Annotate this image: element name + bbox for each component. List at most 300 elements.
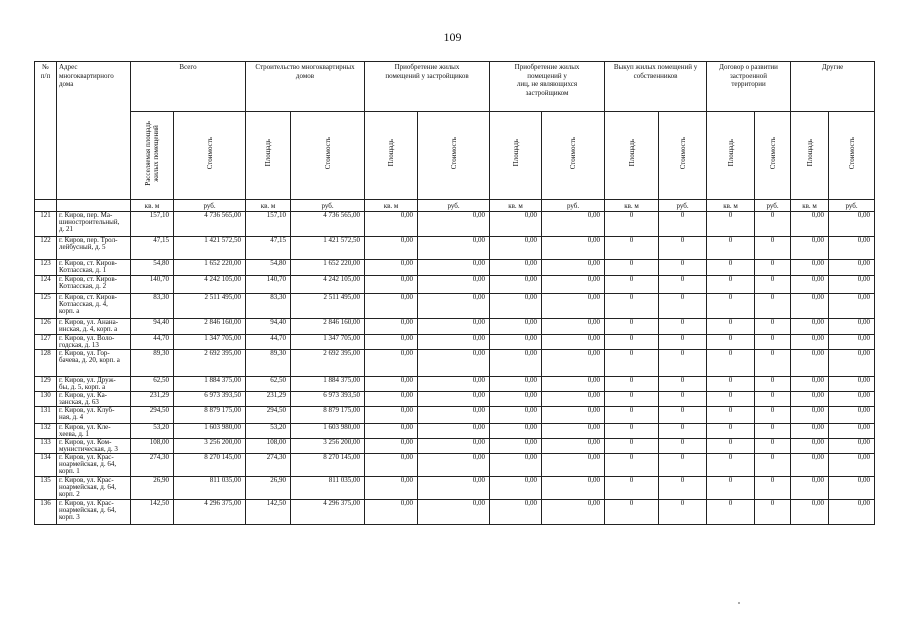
row-value: 4 736 565,00 xyxy=(174,212,246,237)
row-value: 0,00 xyxy=(829,424,875,439)
header-address: Адрес многоквартирного дома xyxy=(57,62,131,200)
row-value: 0,00 xyxy=(791,335,829,350)
table-row xyxy=(35,212,875,237)
row-value: 0,00 xyxy=(490,335,542,350)
row-value: 140,70 xyxy=(246,276,291,294)
row-number: 134 xyxy=(35,454,57,477)
header-group-development-agreement: Договор о развитии застроенной территории xyxy=(707,62,791,112)
row-value: 0 xyxy=(755,335,791,350)
row-value: 811 035,00 xyxy=(174,477,246,500)
row-address: г. Киров, ул. Анана- инская, д. 4, корп. а xyxy=(57,319,131,335)
row-address: г. Киров, ул. Кле- хеева, д. 1 xyxy=(57,424,131,439)
row-value: 0,00 xyxy=(542,319,605,335)
row-value: 0,00 xyxy=(829,319,875,335)
row-value: 0 xyxy=(605,237,659,260)
row-value: 0 xyxy=(605,500,659,525)
units-cell: руб. xyxy=(542,200,605,212)
row-value: 0,00 xyxy=(365,392,418,407)
row-value: 54,80 xyxy=(131,260,174,276)
row-value: 1 884 375,00 xyxy=(174,377,246,392)
units-cell xyxy=(57,200,131,212)
row-value: 0 xyxy=(659,260,707,276)
row-value: 157,10 xyxy=(246,212,291,237)
row-value: 1 421 572,50 xyxy=(174,237,246,260)
row-value: 83,30 xyxy=(131,294,174,319)
row-value: 6 973 393,50 xyxy=(291,392,365,407)
row-value: 0 xyxy=(659,454,707,477)
table-row xyxy=(35,237,875,260)
row-value: 0,00 xyxy=(542,350,605,377)
subheader-cell: Стоимость xyxy=(418,112,490,200)
row-value: 0,00 xyxy=(490,454,542,477)
table-row xyxy=(35,454,875,477)
row-value: 44,70 xyxy=(131,335,174,350)
row-value: 0,00 xyxy=(418,237,490,260)
row-value: 274,30 xyxy=(131,454,174,477)
header-group-construction: Строительство многоквартирных домов xyxy=(246,62,365,112)
row-value: 0,00 xyxy=(829,335,875,350)
row-value: 0,00 xyxy=(490,319,542,335)
units-cell: кв. м xyxy=(490,200,542,212)
row-value: 0,00 xyxy=(490,407,542,424)
row-number: 125 xyxy=(35,294,57,319)
row-value: 4 296 375,00 xyxy=(291,500,365,525)
row-value: 0 xyxy=(755,276,791,294)
row-value: 62,50 xyxy=(131,377,174,392)
row-value: 0,00 xyxy=(418,260,490,276)
row-value: 0 xyxy=(755,500,791,525)
units-cell: кв. м xyxy=(707,200,755,212)
row-value: 0 xyxy=(659,319,707,335)
row-value: 0,00 xyxy=(490,477,542,500)
row-value: 0 xyxy=(659,276,707,294)
table-row xyxy=(35,350,875,377)
row-value: 0 xyxy=(605,350,659,377)
row-number: 130 xyxy=(35,392,57,407)
row-value: 0 xyxy=(707,350,755,377)
row-value: 0 xyxy=(755,212,791,237)
row-value: 0,00 xyxy=(542,392,605,407)
row-value: 0 xyxy=(707,335,755,350)
row-value: 0,00 xyxy=(418,454,490,477)
row-value: 0,00 xyxy=(490,377,542,392)
row-value: 0,00 xyxy=(791,424,829,439)
row-value: 4 296 375,00 xyxy=(174,500,246,525)
row-value: 0,00 xyxy=(365,439,418,454)
row-value: 0 xyxy=(659,350,707,377)
table-row xyxy=(35,500,875,525)
row-value: 1 421 572,50 xyxy=(291,237,365,260)
units-cell: кв. м xyxy=(605,200,659,212)
row-value: 0 xyxy=(755,454,791,477)
row-address: г. Киров, ул. Воло- годская, д. 13 xyxy=(57,335,131,350)
row-value: 0 xyxy=(707,424,755,439)
row-value: 0,00 xyxy=(418,294,490,319)
row-value: 0,00 xyxy=(542,439,605,454)
row-value: 0,00 xyxy=(829,212,875,237)
row-value: 0,00 xyxy=(490,294,542,319)
row-address: г. Киров, ул. Гор- бачева, д. 20, корп. а xyxy=(57,350,131,377)
row-number: 121 xyxy=(35,212,57,237)
row-value: 0,00 xyxy=(791,319,829,335)
row-value: 0,00 xyxy=(365,424,418,439)
units-cell xyxy=(35,200,57,212)
row-value: 0 xyxy=(659,212,707,237)
row-value: 0,00 xyxy=(542,276,605,294)
table-row xyxy=(35,392,875,407)
row-value: 0,00 xyxy=(365,294,418,319)
units-cell: руб. xyxy=(174,200,246,212)
row-value: 0 xyxy=(755,260,791,276)
row-value: 0 xyxy=(707,319,755,335)
row-value: 1 884 375,00 xyxy=(291,377,365,392)
row-value: 0,00 xyxy=(418,392,490,407)
table-row xyxy=(35,260,875,276)
row-value: 8 879 175,00 xyxy=(291,407,365,424)
row-value: 0,00 xyxy=(829,294,875,319)
row-value: 2 846 160,00 xyxy=(174,319,246,335)
row-value: 274,30 xyxy=(246,454,291,477)
table-body xyxy=(35,212,875,525)
header-group-total: Всего xyxy=(131,62,246,112)
row-value: 0,00 xyxy=(365,377,418,392)
row-value: 4 242 105,00 xyxy=(174,276,246,294)
row-value: 0,00 xyxy=(490,260,542,276)
row-value: 0,00 xyxy=(365,477,418,500)
row-value: 0,00 xyxy=(791,500,829,525)
row-number: 135 xyxy=(35,477,57,500)
row-value: 0,00 xyxy=(418,424,490,439)
row-value: 3 256 200,00 xyxy=(291,439,365,454)
row-value: 0 xyxy=(605,454,659,477)
row-value: 0,00 xyxy=(365,237,418,260)
units-cell: руб. xyxy=(659,200,707,212)
row-value: 0,00 xyxy=(791,392,829,407)
row-value: 54,80 xyxy=(246,260,291,276)
row-address: г. Киров, пер. Ма- шиностроительный, д. 21 xyxy=(57,212,131,237)
row-value: 83,30 xyxy=(246,294,291,319)
row-value: 0,00 xyxy=(829,276,875,294)
subheader-cell: Стоимость xyxy=(291,112,365,200)
row-value: 0,00 xyxy=(829,260,875,276)
row-value: 0 xyxy=(755,392,791,407)
row-value: 1 652 220,00 xyxy=(291,260,365,276)
row-value: 0,00 xyxy=(542,294,605,319)
row-value: 0,00 xyxy=(791,439,829,454)
row-value: 0 xyxy=(755,377,791,392)
row-value: 0 xyxy=(707,454,755,477)
header-group-buyout: Выкуп жилых помещений у собственников xyxy=(605,62,707,112)
row-value: 0,00 xyxy=(829,377,875,392)
row-value: 231,29 xyxy=(131,392,174,407)
row-value: 0,00 xyxy=(418,477,490,500)
row-value: 0,00 xyxy=(365,260,418,276)
row-value: 0,00 xyxy=(829,439,875,454)
table-row xyxy=(35,294,875,319)
row-value: 26,90 xyxy=(246,477,291,500)
row-value: 0,00 xyxy=(490,500,542,525)
row-value: 0,00 xyxy=(829,454,875,477)
row-value: 0,00 xyxy=(418,350,490,377)
row-number: 124 xyxy=(35,276,57,294)
row-value: 0,00 xyxy=(418,500,490,525)
row-value: 62,50 xyxy=(246,377,291,392)
units-cell: кв. м xyxy=(365,200,418,212)
row-value: 53,20 xyxy=(246,424,291,439)
row-value: 0 xyxy=(605,477,659,500)
subheader-cell: Стоимость xyxy=(174,112,246,200)
row-value: 0 xyxy=(659,439,707,454)
row-value: 140,70 xyxy=(131,276,174,294)
table-header xyxy=(35,62,875,212)
row-value: 0,00 xyxy=(418,439,490,454)
scan-speck xyxy=(738,602,740,604)
row-value: 811 035,00 xyxy=(291,477,365,500)
table-row xyxy=(35,319,875,335)
row-address: г. Киров, пер. Трол- лейбусный, д. 5 xyxy=(57,237,131,260)
row-value: 2 511 495,00 xyxy=(291,294,365,319)
row-value: 0,00 xyxy=(542,477,605,500)
row-value: 0 xyxy=(659,237,707,260)
row-value: 142,50 xyxy=(131,500,174,525)
row-value: 3 256 200,00 xyxy=(174,439,246,454)
row-value: 0,00 xyxy=(791,407,829,424)
row-value: 0,00 xyxy=(791,237,829,260)
row-value: 0 xyxy=(659,407,707,424)
subheader-cell: Площадь xyxy=(707,112,755,200)
row-value: 0 xyxy=(659,424,707,439)
row-value: 0,00 xyxy=(418,276,490,294)
units-cell: кв. м xyxy=(791,200,829,212)
row-value: 0,00 xyxy=(542,407,605,424)
row-value: 0 xyxy=(605,392,659,407)
row-value: 108,00 xyxy=(131,439,174,454)
row-value: 8 270 145,00 xyxy=(291,454,365,477)
row-value: 0,00 xyxy=(791,276,829,294)
row-value: 0 xyxy=(707,276,755,294)
subheader-cell: Стоимость xyxy=(542,112,605,200)
row-value: 47,15 xyxy=(131,237,174,260)
table-row xyxy=(35,335,875,350)
row-value: 0,00 xyxy=(542,335,605,350)
subheader-cell: Площадь xyxy=(605,112,659,200)
row-value: 1 652 220,00 xyxy=(174,260,246,276)
row-value: 0,00 xyxy=(490,212,542,237)
row-value: 0,00 xyxy=(829,500,875,525)
table-row xyxy=(35,377,875,392)
row-value: 0,00 xyxy=(365,212,418,237)
table-row xyxy=(35,424,875,439)
row-value: 0,00 xyxy=(365,350,418,377)
units-cell: руб. xyxy=(418,200,490,212)
row-value: 0 xyxy=(755,424,791,439)
subheader-cell: Площадь xyxy=(490,112,542,200)
table-row xyxy=(35,276,875,294)
row-number: 122 xyxy=(35,237,57,260)
row-value: 2 692 395,00 xyxy=(174,350,246,377)
row-value: 0 xyxy=(605,276,659,294)
row-address: г. Киров, ул. Клуб- ная, д. 4 xyxy=(57,407,131,424)
row-number: 129 xyxy=(35,377,57,392)
row-value: 53,20 xyxy=(131,424,174,439)
row-value: 0 xyxy=(605,377,659,392)
row-value: 0,00 xyxy=(418,335,490,350)
row-value: 0 xyxy=(755,319,791,335)
row-value: 157,10 xyxy=(131,212,174,237)
row-value: 0,00 xyxy=(365,407,418,424)
row-value: 0 xyxy=(755,350,791,377)
row-value: 94,40 xyxy=(246,319,291,335)
row-value: 0,00 xyxy=(791,477,829,500)
row-value: 0 xyxy=(659,500,707,525)
units-cell: кв. м xyxy=(131,200,174,212)
row-value: 0,00 xyxy=(542,260,605,276)
table-row xyxy=(35,477,875,500)
row-value: 0,00 xyxy=(542,237,605,260)
row-value: 0,00 xyxy=(791,350,829,377)
row-value: 0,00 xyxy=(490,392,542,407)
row-value: 2 511 495,00 xyxy=(174,294,246,319)
row-value: 0,00 xyxy=(490,439,542,454)
row-value: 4 242 105,00 xyxy=(291,276,365,294)
row-number: 123 xyxy=(35,260,57,276)
row-address: г. Киров, ст. Киров- Котласская, д. 1 xyxy=(57,260,131,276)
row-value: 0,00 xyxy=(418,212,490,237)
row-value: 0 xyxy=(755,439,791,454)
row-value: 294,50 xyxy=(246,407,291,424)
row-value: 0,00 xyxy=(490,237,542,260)
table-row xyxy=(35,439,875,454)
row-value: 0 xyxy=(659,392,707,407)
row-value: 0 xyxy=(659,335,707,350)
subheader-cell: Площадь xyxy=(365,112,418,200)
row-value: 0,00 xyxy=(542,212,605,237)
row-value: 4 736 565,00 xyxy=(291,212,365,237)
units-cell: руб. xyxy=(755,200,791,212)
row-value: 0,00 xyxy=(490,276,542,294)
row-value: 0 xyxy=(605,260,659,276)
row-number: 133 xyxy=(35,439,57,454)
row-value: 0,00 xyxy=(791,377,829,392)
row-value: 0 xyxy=(605,407,659,424)
subheader-cell: Площадь xyxy=(791,112,829,200)
units-cell: руб. xyxy=(829,200,875,212)
row-value: 0 xyxy=(707,407,755,424)
row-value: 0,00 xyxy=(542,424,605,439)
page-number: 109 xyxy=(443,30,462,44)
subheader-cell: Стоимость xyxy=(755,112,791,200)
row-value: 1 603 980,00 xyxy=(291,424,365,439)
row-value: 142,50 xyxy=(246,500,291,525)
row-value: 47,15 xyxy=(246,237,291,260)
row-value: 0,00 xyxy=(365,319,418,335)
row-value: 0 xyxy=(707,439,755,454)
row-value: 0 xyxy=(659,377,707,392)
row-number: 127 xyxy=(35,335,57,350)
subheader-cell: Расселяемая площадь жилых помещений xyxy=(131,112,174,200)
units-cell: руб. xyxy=(291,200,365,212)
row-value: 0 xyxy=(605,439,659,454)
row-value: 0 xyxy=(659,294,707,319)
row-value: 0 xyxy=(707,260,755,276)
row-value: 0,00 xyxy=(542,454,605,477)
row-value: 0,00 xyxy=(542,500,605,525)
row-address: г. Киров, ул. Друж- бы, д. 5, корп. а xyxy=(57,377,131,392)
subheader-cell: Площадь xyxy=(246,112,291,200)
row-value: 89,30 xyxy=(246,350,291,377)
row-value: 294,50 xyxy=(131,407,174,424)
row-value: 231,29 xyxy=(246,392,291,407)
row-value: 0,00 xyxy=(829,477,875,500)
row-value: 0,00 xyxy=(365,276,418,294)
row-value: 1 603 980,00 xyxy=(174,424,246,439)
row-value: 0 xyxy=(707,377,755,392)
row-value: 0,00 xyxy=(791,260,829,276)
row-value: 0,00 xyxy=(829,350,875,377)
row-address: г. Киров, ст. Киров- Котласская, д. 4, корп. а xyxy=(57,294,131,319)
row-number: 128 xyxy=(35,350,57,377)
row-value: 0,00 xyxy=(418,407,490,424)
header-num: № п/п xyxy=(35,62,57,200)
row-value: 0 xyxy=(659,477,707,500)
row-value: 0,00 xyxy=(829,392,875,407)
row-value: 0 xyxy=(707,237,755,260)
row-value: 8 270 145,00 xyxy=(174,454,246,477)
row-value: 8 879 175,00 xyxy=(174,407,246,424)
row-value: 0 xyxy=(707,392,755,407)
row-value: 2 846 160,00 xyxy=(291,319,365,335)
row-value: 0 xyxy=(707,477,755,500)
row-value: 0 xyxy=(605,424,659,439)
row-address: г. Киров, ст. Киров- Котласская, д. 2 xyxy=(57,276,131,294)
subheader-cell: Стоимость xyxy=(659,112,707,200)
row-value: 0 xyxy=(707,294,755,319)
row-address: г. Киров, ул. Крас- ноармейская, д. 64, корп. 2 xyxy=(57,477,131,500)
row-value: 0,00 xyxy=(791,294,829,319)
row-value: 0 xyxy=(755,237,791,260)
row-address: г. Киров, ул. Крас- ноармейская, д. 64, корп. 1 xyxy=(57,454,131,477)
units-cell: кв. м xyxy=(246,200,291,212)
row-value: 0 xyxy=(755,294,791,319)
row-value: 0,00 xyxy=(829,407,875,424)
row-value: 94,40 xyxy=(131,319,174,335)
row-value: 0,00 xyxy=(365,454,418,477)
row-value: 0 xyxy=(707,212,755,237)
row-value: 0,00 xyxy=(418,377,490,392)
row-value: 2 692 395,00 xyxy=(291,350,365,377)
row-value: 0 xyxy=(755,477,791,500)
row-address: г. Киров, ул. Крас- ноармейская, д. 64, корп. 3 xyxy=(57,500,131,525)
row-value: 89,30 xyxy=(131,350,174,377)
row-value: 0,00 xyxy=(542,377,605,392)
row-value: 0 xyxy=(707,500,755,525)
table-row xyxy=(35,407,875,424)
header-group-purchase-developer: Приобретение жилых помещений у застройщиков xyxy=(365,62,490,112)
row-value: 1 347 705,00 xyxy=(291,335,365,350)
row-value: 6 973 393,50 xyxy=(174,392,246,407)
row-value: 44,70 xyxy=(246,335,291,350)
row-value: 0,00 xyxy=(490,424,542,439)
row-number: 131 xyxy=(35,407,57,424)
row-value: 0,00 xyxy=(791,212,829,237)
row-number: 136 xyxy=(35,500,57,525)
resettlement-table xyxy=(34,61,875,525)
row-value: 108,00 xyxy=(246,439,291,454)
row-value: 0 xyxy=(605,335,659,350)
row-value: 1 347 705,00 xyxy=(174,335,246,350)
header-group-purchase-non-developer: Приобретение жилых помещений у лиц, не являющихся застройщиком xyxy=(490,62,605,112)
row-value: 0,00 xyxy=(829,237,875,260)
